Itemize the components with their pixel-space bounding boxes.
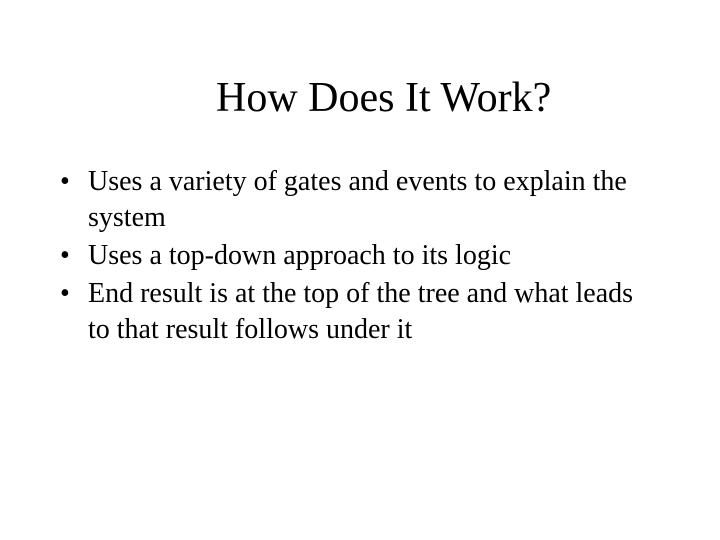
bullet-list bbox=[60, 164, 660, 350]
bullet-icon: • bbox=[60, 166, 70, 197]
bullet-text: Uses a variety of gates and events to explain the system bbox=[88, 166, 627, 233]
bullet-icon: • bbox=[60, 240, 70, 271]
slide-title: How Does It Work? bbox=[216, 75, 552, 121]
bullet-item bbox=[60, 276, 660, 348]
bullet-item bbox=[60, 164, 660, 236]
bullet-item bbox=[60, 238, 660, 274]
bullet-text: Uses a top-down approach to its logic bbox=[88, 240, 512, 271]
bullet-icon: • bbox=[60, 278, 70, 309]
bullet-text: End result is at the top of the tree and what leads to that result follows under it bbox=[88, 278, 634, 345]
